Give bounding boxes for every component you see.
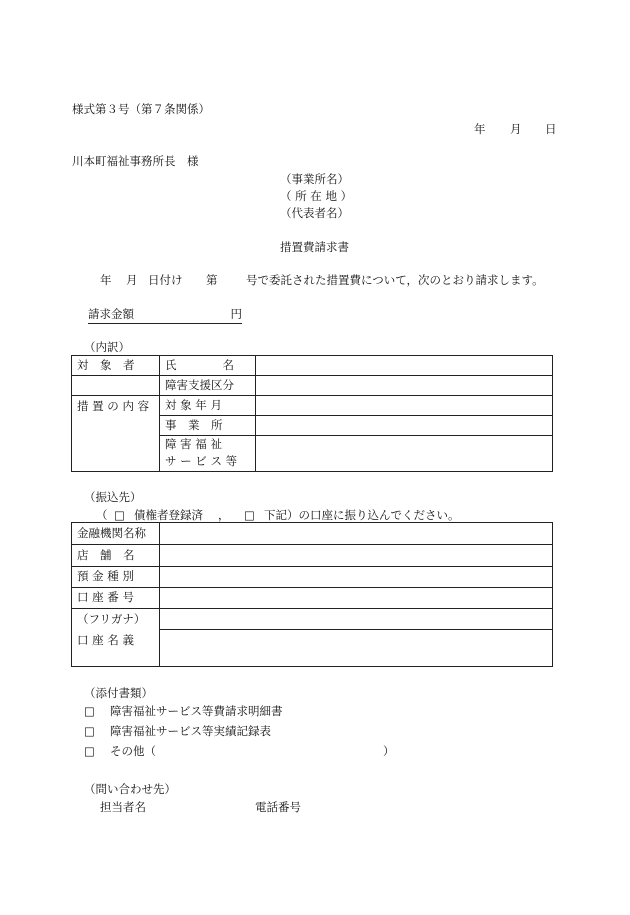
branch-name-field[interactable]: [160, 545, 553, 567]
subject-blank: [72, 376, 160, 396]
bank-name-field[interactable]: [160, 523, 553, 545]
transfer-table: [71, 522, 553, 667]
amount-unit: 円: [230, 307, 242, 321]
attachment-checkbox-2[interactable]: □: [84, 724, 95, 738]
date-day-label: 日: [545, 122, 557, 136]
account-type-field[interactable]: [160, 567, 553, 588]
intro-year: 年: [100, 273, 112, 287]
account-number-field[interactable]: [160, 588, 553, 609]
office-field[interactable]: [256, 416, 553, 436]
below-account-option-label: 下記）の口座に振り込んでください。: [264, 508, 460, 522]
service-field[interactable]: [256, 436, 553, 472]
branch-name-label: 店 舗 名: [72, 545, 160, 567]
service-label: [160, 436, 256, 472]
name-field[interactable]: [256, 356, 553, 376]
intro-month: 月: [126, 273, 138, 287]
target-period-label: 対 象 年 月: [160, 396, 256, 416]
attachment-label-2: 障害福祉サービス等実績記録表: [110, 724, 271, 738]
furigana-label: （フリガナ）: [72, 609, 160, 630]
attachment-label-1: 障害福祉サービス等費請求明細書: [110, 704, 283, 718]
account-number-label: 口 座 番 号: [72, 588, 160, 609]
intro-text: 号で委託された措置費について，次のとおり請求します。: [246, 273, 544, 287]
attachment-checkbox-1[interactable]: □: [84, 704, 95, 718]
transfer-option-open: （: [96, 508, 108, 522]
registered-option-label: 債権者登録済: [134, 508, 203, 522]
account-holder-label: 口 座 名 義: [72, 630, 160, 667]
attachments-section-label: （添付書類）: [84, 686, 153, 700]
account-type-label: 預 金 種 別: [72, 567, 160, 588]
amount-label: 請求金額: [88, 307, 134, 321]
form-number: 様式第３号（第７条関係）: [72, 102, 210, 116]
attachment-label-3: その他（: [110, 744, 156, 758]
attachment-close-paren: ）: [383, 744, 395, 758]
attachment-checkbox-3[interactable]: □: [84, 744, 95, 758]
subject-label: 対 象 者: [72, 356, 160, 376]
phone-number-label: 電話番号: [255, 800, 301, 814]
business-name-label: （事業所名）: [280, 172, 349, 186]
intro-number-prefix: 第: [206, 273, 218, 287]
amount-line: [88, 309, 242, 324]
breakdown-section-label: （内訳）: [84, 340, 130, 354]
page-title: 措置費請求書: [280, 240, 349, 254]
address-label: （ 所 在 地 ）: [280, 189, 353, 203]
addressee: 川本町福祉事務所長 様: [72, 154, 199, 168]
transfer-section-label: （振込先）: [84, 490, 142, 504]
other-attachment-input[interactable]: [160, 744, 380, 758]
breakdown-table: [71, 355, 553, 472]
service-label-line1: 障 害 福 祉: [165, 437, 222, 451]
option-separator: ，: [218, 508, 230, 522]
service-label-line2: サ ー ビ ス 等: [165, 454, 238, 469]
intro-day-dated: 日付け: [148, 273, 183, 287]
bank-name-label: 金融機関名称: [72, 523, 160, 545]
contact-person-label: 担当者名: [100, 800, 146, 814]
registered-checkbox[interactable]: □: [114, 508, 125, 522]
disability-category-label: 障害支援区分: [160, 376, 256, 396]
furigana-field[interactable]: [160, 609, 553, 630]
account-holder-field[interactable]: [160, 630, 553, 667]
office-label: 事 業 所: [160, 416, 256, 436]
date-month-label: 月: [510, 122, 522, 136]
representative-label: （代表者名）: [280, 206, 349, 220]
name-label: 氏 名: [160, 356, 256, 376]
disability-category-field[interactable]: [256, 376, 553, 396]
measure-content-label: 措 置 の 内 容: [72, 396, 160, 472]
date-year-label: 年: [474, 122, 486, 136]
target-period-field[interactable]: [256, 396, 553, 416]
below-account-checkbox[interactable]: □: [244, 508, 255, 522]
inquiry-section-label: （問い合わせ先）: [84, 782, 176, 796]
